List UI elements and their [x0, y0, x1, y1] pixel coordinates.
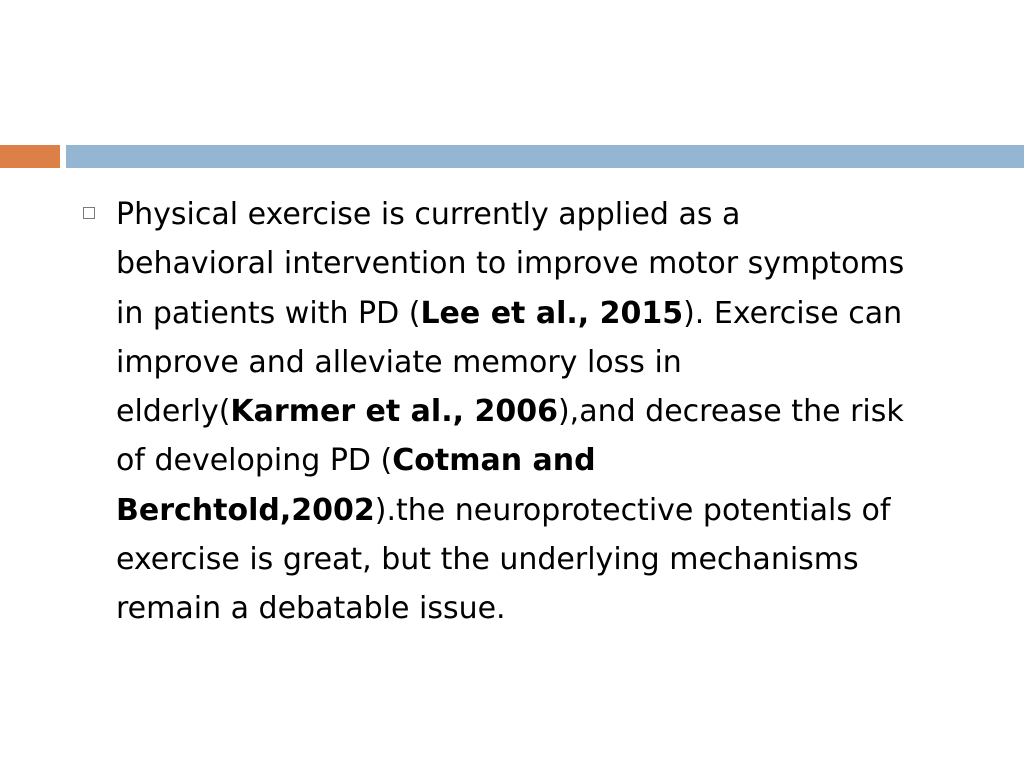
body-text-run: in patients with PD ( [116, 295, 421, 331]
body-text-run: ). Exercise can [683, 295, 903, 331]
body-text-run: exercise is great, but the underlying mechanisms [116, 542, 859, 578]
paragraph-line [116, 338, 1006, 387]
citation-text: Karmer et al., 2006 [230, 394, 558, 430]
body-text-run: improve and alleviate memory loss in [116, 344, 682, 380]
citation-text: Lee et al., 2015 [420, 295, 684, 331]
citation-text: Cotman and [392, 443, 596, 479]
paragraph-line [116, 584, 1006, 633]
paragraph-line [116, 387, 1006, 436]
orange-accent-bar [0, 145, 60, 168]
body-text-run: behavioral intervention to improve motor symptoms [116, 246, 905, 282]
paragraph-line [116, 239, 1006, 288]
blue-accent-bar [66, 145, 1024, 168]
citation-text: Berchtold,2002 [116, 492, 375, 528]
paragraph-line [116, 190, 1006, 239]
body-text-run: of developing PD ( [116, 443, 393, 479]
bullet-paragraph [116, 190, 1006, 634]
paragraph-line [116, 535, 1006, 584]
body-text-run: ),and decrease the risk [557, 394, 904, 430]
paragraph-line [116, 486, 1006, 535]
hollow-square-bullet-icon [83, 207, 95, 219]
paragraph-line [116, 436, 1006, 485]
body-text-run: ).the neuroprotective potentials of [374, 492, 891, 528]
body-text-run: remain a debatable issue. [116, 591, 506, 627]
paragraph-line [116, 289, 1006, 338]
body-text-run: Physical exercise is currently applied as a [116, 197, 741, 232]
body-text-run: elderly( [116, 394, 231, 430]
